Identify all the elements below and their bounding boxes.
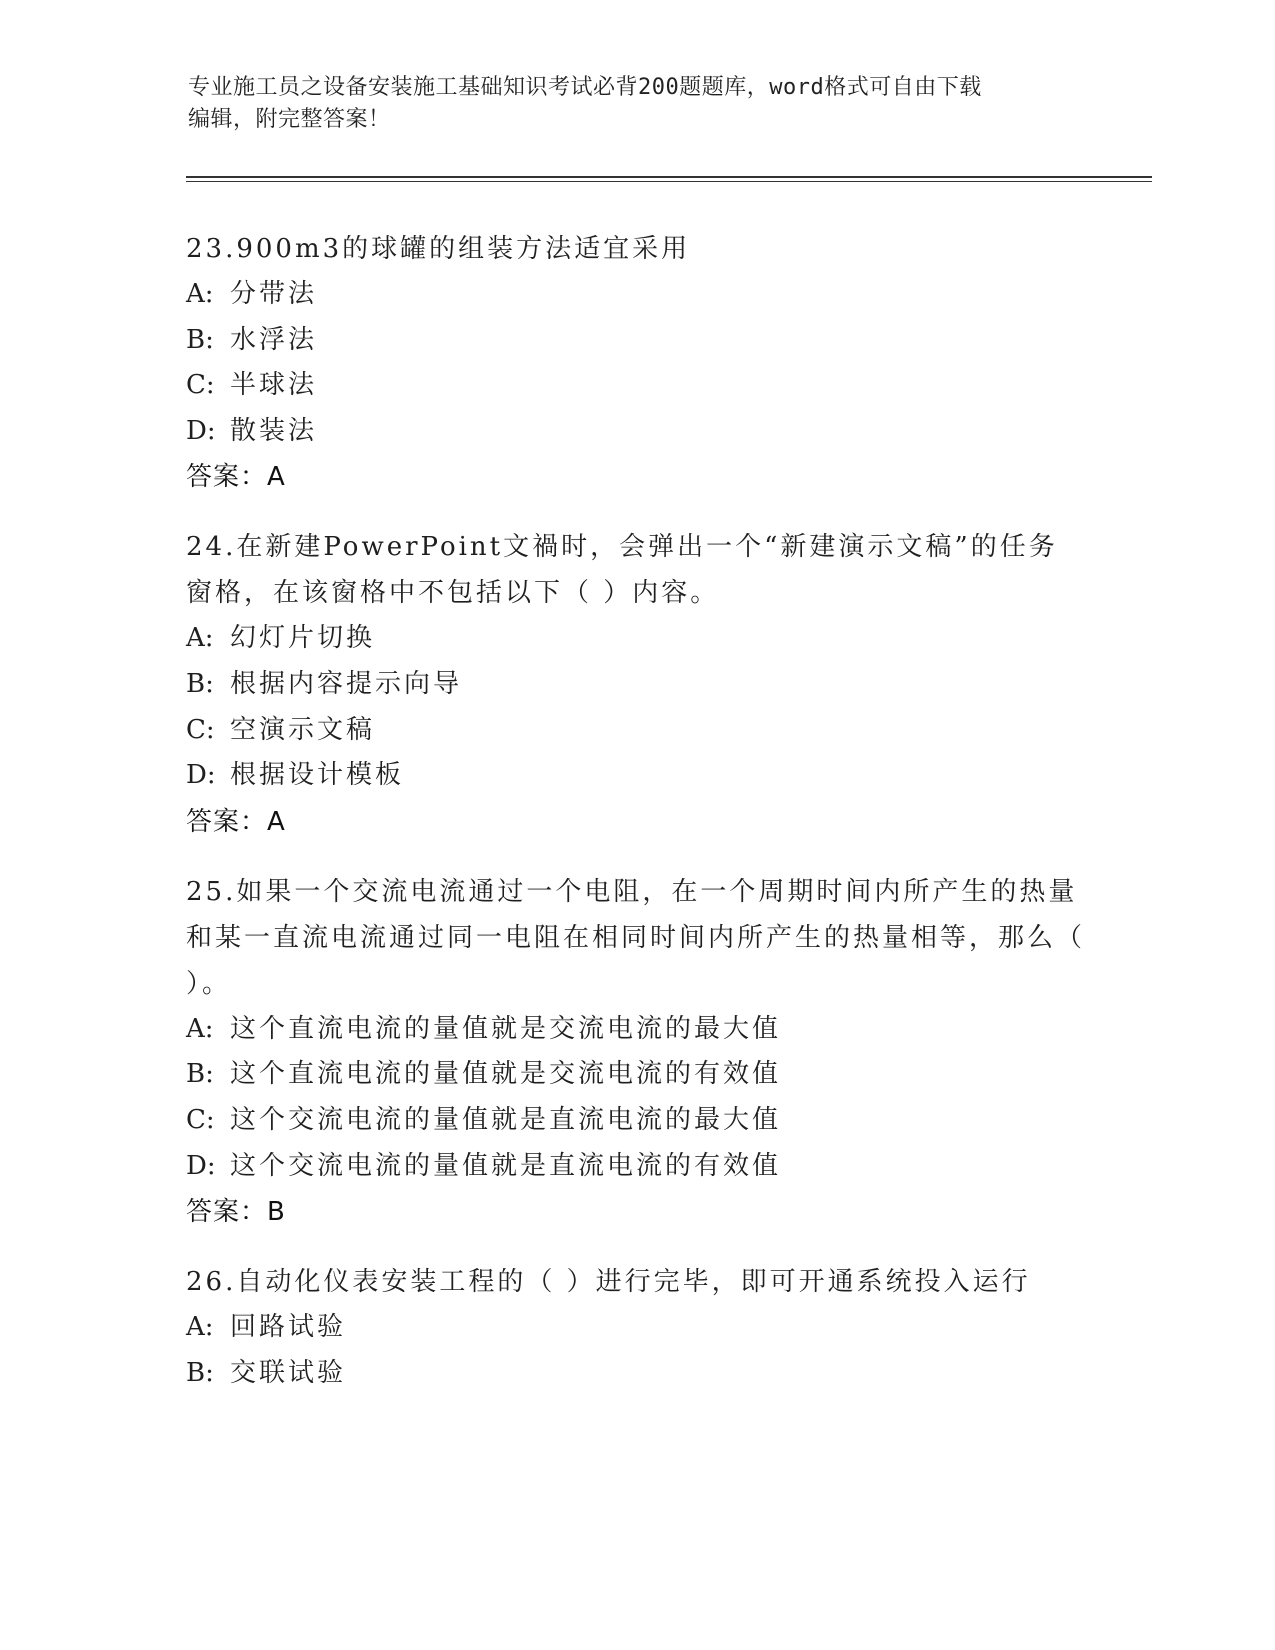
question-text: 23.900m3的球罐的组装方法适宜采用 [186, 234, 691, 264]
option-letter: A: [186, 1013, 214, 1044]
option-b [186, 1052, 1086, 1098]
option-b [186, 318, 1086, 364]
option-text: 水浮法 [230, 324, 318, 355]
option-letter: A: [186, 279, 214, 309]
option-letter: B: [186, 1059, 214, 1090]
question-24 [186, 524, 1086, 844]
option-letter: B: [186, 324, 214, 355]
option-letter: C: [186, 370, 215, 401]
option-letter: D: [186, 760, 216, 791]
answer-line: 答案：A [186, 462, 286, 493]
option-text: 这个交流电流的量值就是直流电流的最大值 [230, 1104, 782, 1135]
question-25 [186, 869, 1086, 1235]
option-text: 幻灯片切换 [230, 623, 376, 654]
option-letter: D: [186, 1150, 216, 1181]
header-divider-bottom [186, 181, 1152, 182]
option-letter: A: [186, 623, 214, 654]
option-b [186, 1351, 1086, 1397]
option-text: 回路试验 [230, 1312, 347, 1343]
option-letter: C: [186, 714, 215, 745]
option-text: 根据内容提示向导 [230, 668, 463, 699]
option-text: 这个交流电流的量值就是直流电流的有效值 [230, 1150, 782, 1181]
option-b [186, 662, 1086, 708]
option-c [186, 363, 1086, 409]
header-line-1: 专业施工员之设备安装施工基础知识考试必背200题题库，word格式可自由下载 [188, 75, 982, 100]
option-text: 分带法 [230, 279, 318, 309]
option-d [186, 753, 1086, 799]
question-23 [186, 226, 1086, 500]
option-text: 散装法 [230, 415, 318, 446]
option-letter: D: [186, 415, 216, 446]
option-letter: B: [186, 668, 214, 699]
option-text: 这个直流电流的量值就是交流电流的最大值 [230, 1013, 782, 1044]
option-a [186, 1007, 1086, 1053]
option-letter: A: [186, 1312, 214, 1343]
answer-line: 答案：B [186, 1197, 286, 1228]
option-c [186, 708, 1086, 754]
option-letter: B: [186, 1357, 214, 1388]
option-d [186, 409, 1086, 455]
option-a [186, 1305, 1086, 1351]
option-text: 这个直流电流的量值就是交流电流的有效值 [230, 1059, 782, 1090]
option-text: 半球法 [230, 370, 318, 401]
question-text: 26.自动化仪表安装工程的（ ）进行完毕，即可开通系统投入运行 [186, 1267, 1031, 1298]
option-c [186, 1098, 1086, 1144]
header-line-2: 编辑，附完整答案！ [188, 107, 391, 132]
option-letter: C: [186, 1104, 215, 1135]
question-text: 25.如果一个交流电流通过一个电阻，在一个周期时间内所产生的热量和某一直流电流通过同一电阻在相同时间内所产生的热量相等，那么（ ）。 [186, 876, 1086, 999]
document-header [188, 72, 1088, 136]
option-d [186, 1144, 1086, 1190]
question-text: 24.在新建PowerPoint文禍时，会弹出一个“新建演示文稿”的任务窗格，在该窗格中不包括以下（ ）内容。 [186, 532, 1058, 609]
option-text: 交联试验 [230, 1357, 347, 1388]
header-divider-top [186, 176, 1152, 178]
answer-line: 答案：A [186, 806, 286, 837]
option-a [186, 272, 1086, 318]
question-26 [186, 1259, 1086, 1396]
option-a [186, 616, 1086, 662]
option-text: 空演示文稿 [230, 714, 376, 745]
question-list [186, 226, 1086, 1420]
option-text: 根据设计模板 [230, 760, 405, 791]
